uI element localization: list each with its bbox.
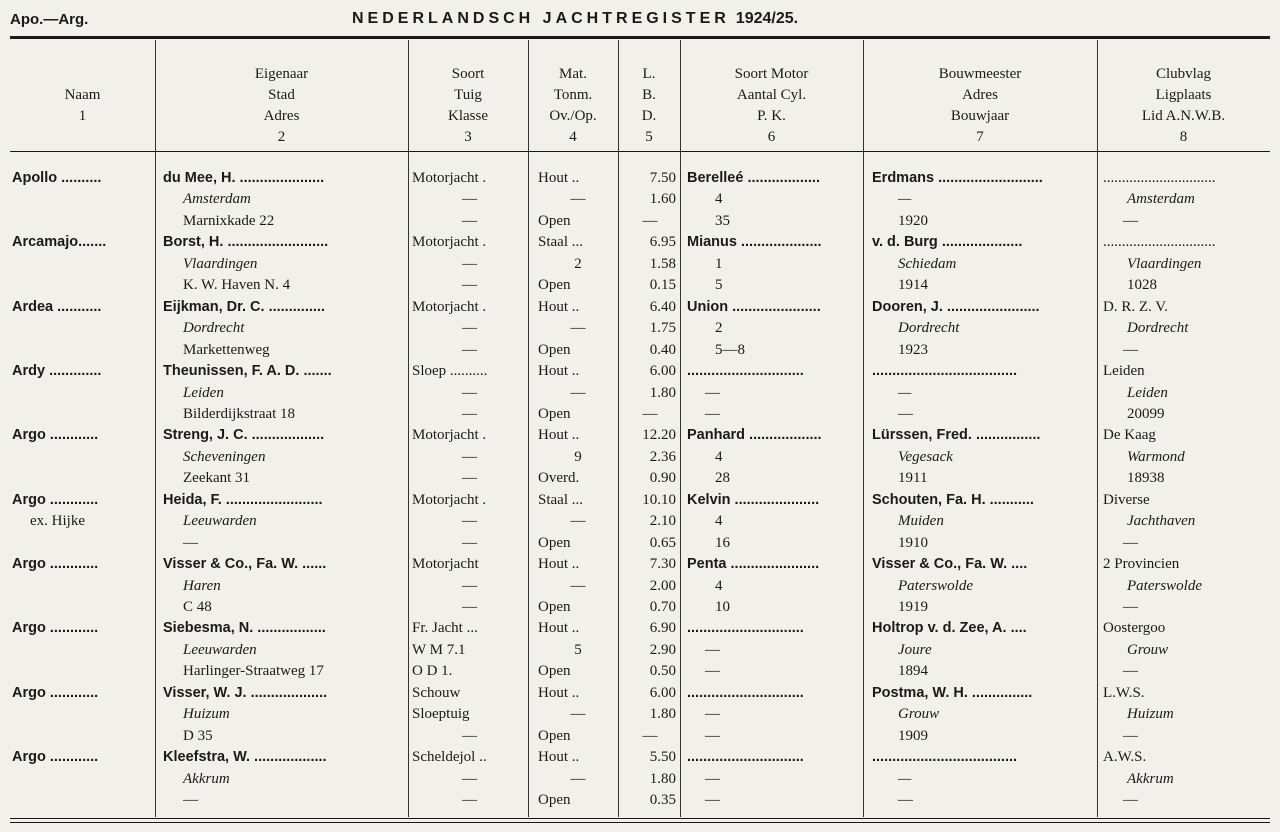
- cell-dims: 1.58: [649, 255, 676, 272]
- cell-tuig: Motorjacht .: [412, 298, 487, 315]
- cell-builder: —: [898, 405, 913, 422]
- cell-mat: Open: [538, 599, 571, 615]
- cell-tuig: —: [462, 727, 477, 744]
- cell-club: ..............................: [1103, 170, 1216, 186]
- cell-dims: 6.95: [649, 234, 676, 251]
- cell-club: —: [1123, 341, 1138, 358]
- cell-tuig: —: [462, 405, 477, 422]
- cell-mat: —: [570, 191, 586, 208]
- cell-owner: —: [183, 792, 198, 809]
- cell-mat: —: [570, 770, 586, 787]
- cell-motor: —: [705, 727, 720, 744]
- cell-owner: Bilderdijkstraat 18: [183, 405, 296, 422]
- cell-mat: 9: [574, 448, 582, 465]
- cell-mat: —: [570, 384, 586, 401]
- cell-owner: Visser & Co., Fa. W. ......: [163, 556, 327, 573]
- cell-mat: Hout ..: [538, 170, 580, 186]
- cell-dims: 5.50: [649, 749, 676, 766]
- cell-club: 2 Provincien: [1103, 556, 1180, 573]
- cell-club: A.W.S.: [1103, 749, 1147, 766]
- cell-dims: 0.35: [649, 792, 676, 809]
- cell-dims: 0.15: [649, 277, 676, 294]
- cell-dims: 0.90: [649, 470, 676, 487]
- cell-club: Leiden: [1103, 363, 1145, 380]
- cell-builder: —: [898, 792, 913, 809]
- column-header-line: Tuig: [454, 87, 482, 103]
- column-header-line: Clubvlag: [1156, 66, 1211, 82]
- column-header-5: [618, 64, 680, 148]
- cell-dims: —: [642, 405, 658, 422]
- column-header-2: [155, 64, 408, 148]
- bottom-rule-double: [10, 822, 1270, 823]
- cell-tuig: —: [462, 255, 477, 272]
- cell-builder: Paterswolde: [898, 577, 973, 594]
- cell-builder: —: [898, 191, 912, 208]
- column-header-6: [680, 64, 863, 148]
- column-header-line: L.: [642, 66, 656, 82]
- cell-club: 1028: [1127, 277, 1157, 294]
- cell-club: Warmond: [1127, 448, 1185, 465]
- cell-builder: 1914: [898, 277, 928, 294]
- cell-motor: 28: [715, 470, 730, 487]
- page-header: [10, 4, 1270, 34]
- cell-dims: 1.80: [649, 384, 676, 401]
- cell-club: Diverse: [1103, 491, 1150, 508]
- cell-club: Leiden: [1127, 384, 1168, 401]
- column-header-line: 3: [464, 129, 472, 145]
- cell-club: —: [1123, 727, 1138, 744]
- cell-mat: Staal ...: [538, 234, 583, 251]
- register-title: NEDERLANDSCH JACHTREGISTER: [352, 10, 730, 27]
- header-rule: [10, 151, 1270, 152]
- cell-motor: —: [705, 706, 720, 723]
- cell-builder: Lürssen, Fred. ................: [872, 427, 1041, 444]
- cell-dims: 2.90: [649, 641, 676, 658]
- cell-mat: Open: [538, 212, 571, 229]
- cell-tuig: —: [462, 513, 477, 530]
- cell-motor: Berelleé ..................: [687, 170, 820, 186]
- cell-motor: Union ......................: [687, 298, 821, 315]
- cell-motor: 4: [715, 191, 723, 208]
- cell-builder: 1910: [898, 534, 928, 551]
- cell-dims: 6.90: [649, 620, 676, 637]
- column-header-line: Bouwjaar: [950, 108, 1010, 124]
- cell-dims: 0.65: [649, 534, 676, 551]
- cell-motor: .............................: [687, 363, 804, 380]
- cell-owner: Markettenweg: [183, 341, 270, 358]
- cell-club: —: [1123, 599, 1138, 615]
- cell-tuig: —: [462, 599, 477, 615]
- column-header-line: Eigenaar: [254, 66, 309, 82]
- cell-mat: —: [570, 706, 586, 723]
- cell-club: Vlaardingen: [1127, 255, 1202, 272]
- cell-tuig: Motorjacht .: [412, 427, 487, 444]
- cell-mat: 2: [574, 255, 582, 272]
- cell-tuig: —: [462, 534, 477, 551]
- cell-mat: Hout ..: [538, 684, 580, 701]
- cell-club: Huizum: [1127, 706, 1174, 723]
- cell-dims: 0.40: [649, 341, 676, 358]
- column-header-line: Lid A.N.W.B.: [1141, 108, 1226, 124]
- cell-name: Arcamajo.......: [12, 234, 107, 251]
- cell-motor: 1: [715, 255, 723, 272]
- cell-tuig: Motorjacht .: [412, 491, 487, 508]
- cell-motor: —: [705, 405, 720, 422]
- cell-tuig: —: [462, 191, 477, 208]
- register-year: 1924/25.: [735, 10, 799, 27]
- cell-dims: 6.00: [649, 363, 676, 380]
- cell-owner: Streng, J. C. ..................: [163, 427, 325, 444]
- cell-tuig: —: [462, 277, 477, 294]
- cell-owner: Leeuwarden: [183, 513, 257, 530]
- cell-builder: 1909: [898, 727, 928, 744]
- cell-motor: —: [705, 384, 720, 401]
- cell-owner: Akkrum: [183, 770, 230, 787]
- column-header-line: Adres: [962, 87, 998, 103]
- cell-tuig: Sloeptuig: [412, 706, 470, 723]
- cell-name: Argo ............: [12, 749, 99, 766]
- cell-tuig: Scheldejol ..: [412, 749, 487, 766]
- cell-motor: 10: [715, 599, 730, 615]
- cell-owner: Huizum: [183, 706, 230, 723]
- cell-mat: Staal ...: [538, 491, 583, 508]
- cell-builder: Holtrop v. d. Zee, A. ....: [872, 620, 1027, 637]
- cell-name: ex. Hijke: [30, 513, 85, 530]
- cell-builder: 1911: [898, 470, 928, 487]
- cell-tuig: Motorjacht .: [412, 170, 487, 186]
- cell-owner: Amsterdam: [183, 191, 251, 208]
- cell-club: 20099: [1127, 405, 1165, 422]
- cell-mat: 5: [574, 641, 582, 658]
- cell-club: —: [1123, 534, 1138, 551]
- cell-name: Argo ............: [12, 556, 99, 573]
- cell-tuig: —: [462, 212, 477, 229]
- cell-dims: 1.75: [649, 320, 676, 337]
- cell-tuig: —: [462, 770, 477, 787]
- cell-tuig: —: [462, 320, 477, 337]
- cell-motor: 35: [715, 212, 730, 229]
- cell-mat: Hout ..: [538, 556, 580, 573]
- cell-club: Jachthaven: [1127, 513, 1196, 530]
- column-header-line: Bouwmeester: [938, 66, 1022, 82]
- cell-tuig: —: [462, 448, 477, 465]
- cell-dims: 2.36: [649, 448, 676, 465]
- cell-mat: Hout ..: [538, 749, 580, 766]
- cell-motor: 16: [715, 534, 730, 551]
- cell-builder: —: [898, 384, 912, 401]
- bottom-rule: [10, 818, 1270, 819]
- cell-mat: Open: [538, 534, 571, 551]
- cell-owner: Eijkman, Dr. C. ..............: [163, 298, 325, 315]
- cell-builder: Postma, W. H. ...............: [872, 684, 1033, 701]
- cell-motor: 5: [715, 277, 723, 294]
- cell-club: L.W.S.: [1103, 684, 1145, 701]
- cell-club: ..............................: [1103, 234, 1216, 251]
- column-header-line: 1: [78, 108, 87, 124]
- cell-mat: —: [570, 577, 586, 594]
- column-divider-2: [408, 40, 409, 817]
- cell-owner: Harlinger-Straatweg 17: [183, 663, 324, 680]
- cell-motor: —: [705, 663, 720, 680]
- column-divider-3: [528, 40, 529, 817]
- cell-name: Argo ............: [12, 491, 99, 508]
- cell-mat: Hout ..: [538, 363, 580, 380]
- cell-owner: Leeuwarden: [183, 641, 257, 658]
- cell-mat: Hout ..: [538, 620, 580, 637]
- cell-tuig: Schouw: [412, 684, 461, 701]
- cell-owner: Siebesma, N. .................: [163, 620, 326, 637]
- cell-owner: du Mee, H. .....................: [163, 170, 325, 186]
- cell-builder: Muiden: [898, 513, 944, 530]
- cell-builder: Joure: [898, 641, 932, 658]
- cell-owner: C 48: [183, 599, 212, 615]
- cell-builder: 1919: [898, 599, 928, 615]
- cell-motor: —: [705, 641, 720, 658]
- cell-motor: 2: [715, 320, 723, 337]
- cell-mat: —: [570, 320, 586, 337]
- cell-owner: Dordrecht: [183, 320, 245, 337]
- cell-motor: .............................: [687, 620, 804, 637]
- cell-mat: Overd.: [538, 470, 580, 487]
- cell-owner: Theunissen, F. A. D. .......: [163, 363, 332, 380]
- cell-motor: Panhard ..................: [687, 427, 822, 444]
- cell-builder: —: [898, 770, 912, 787]
- column-header-line: D.: [641, 108, 657, 124]
- cell-mat: Open: [538, 405, 571, 422]
- cell-dims: 0.50: [649, 663, 676, 680]
- cell-dims: 6.00: [649, 684, 676, 701]
- cell-club: Grouw: [1127, 641, 1169, 658]
- cell-builder: ....................................: [872, 363, 1018, 380]
- cell-club: D. R. Z. V.: [1103, 298, 1168, 315]
- column-header-4: [528, 64, 618, 148]
- cell-tuig: —: [462, 341, 477, 358]
- cell-builder: Visser & Co., Fa. W. ....: [872, 556, 1028, 573]
- cell-tuig: Fr. Jacht ...: [412, 620, 478, 637]
- cell-mat: Open: [538, 727, 571, 744]
- cell-motor: 4: [715, 577, 723, 594]
- cell-club: De Kaag: [1103, 427, 1156, 444]
- column-header-1: [10, 85, 155, 127]
- column-divider-4: [618, 40, 619, 817]
- cell-club: Amsterdam: [1127, 191, 1195, 208]
- top-rule: [10, 36, 1270, 39]
- cell-tuig: O D 1.: [412, 663, 453, 680]
- column-header-line: Stad: [268, 87, 295, 103]
- cell-club: 18938: [1127, 470, 1165, 487]
- column-header-3: [408, 64, 528, 148]
- column-header-line: Naam: [64, 87, 101, 103]
- column-header-line: B.: [642, 87, 656, 103]
- cell-motor: .............................: [687, 684, 804, 701]
- cell-club: Dordrecht: [1127, 320, 1189, 337]
- cell-club: Oostergoo: [1103, 620, 1166, 637]
- cell-tuig: —: [462, 470, 477, 487]
- cell-dims: 6.40: [649, 298, 676, 315]
- cell-motor: .............................: [687, 749, 804, 766]
- cell-owner: Haren: [183, 577, 221, 594]
- column-divider-5: [680, 40, 681, 817]
- cell-club: —: [1123, 663, 1138, 680]
- cell-owner: Vlaardingen: [183, 255, 258, 272]
- column-header-7: [863, 64, 1097, 148]
- cell-mat: Open: [538, 792, 571, 809]
- cell-builder: 1923: [898, 341, 928, 358]
- cell-club: —: [1123, 212, 1138, 229]
- cell-club: —: [1123, 792, 1138, 809]
- cell-dims: —: [642, 727, 658, 744]
- cell-dims: 1.80: [649, 706, 676, 723]
- cell-builder: v. d. Burg ....................: [872, 234, 1023, 251]
- cell-builder: 1894: [898, 663, 928, 680]
- cell-builder: Dordrecht: [898, 320, 960, 337]
- column-header-line: 5: [645, 129, 653, 145]
- cell-mat: Hout ..: [538, 298, 580, 315]
- cell-tuig: Sloep ..........: [412, 363, 488, 380]
- cell-motor: —: [705, 792, 720, 809]
- cell-dims: 12.20: [642, 427, 676, 444]
- column-header-line: 7: [976, 129, 984, 145]
- column-header-line: P. K.: [757, 108, 786, 124]
- column-divider-6: [863, 40, 864, 817]
- cell-name: Ardea ...........: [12, 298, 102, 315]
- cell-dims: 1.60: [649, 191, 676, 208]
- column-divider-7: [1097, 40, 1098, 817]
- page-title: [352, 10, 798, 28]
- cell-club: Akkrum: [1127, 770, 1174, 787]
- column-header-line: 8: [1179, 129, 1188, 145]
- column-header-line: Tonm.: [553, 87, 593, 103]
- cell-tuig: —: [462, 577, 477, 594]
- cell-owner: Marnixkade 22: [183, 212, 275, 229]
- cell-builder: Schouten, Fa. H. ...........: [872, 491, 1034, 508]
- cell-motor: 4: [715, 513, 723, 530]
- column-header-line: Soort Motor: [734, 66, 809, 82]
- column-header-line: 4: [569, 129, 577, 145]
- column-header-line: Klasse: [448, 108, 488, 124]
- column-header-line: Ligplaats: [1155, 87, 1212, 103]
- cell-owner: Heida, F. ........................: [163, 491, 323, 508]
- cell-motor: 5—8: [715, 341, 745, 358]
- page-range: Apo.—Arg.: [10, 11, 89, 28]
- column-header-line: Adres: [263, 108, 300, 124]
- cell-tuig: —: [462, 384, 477, 401]
- cell-name: Argo ............: [12, 620, 99, 637]
- cell-owner: Borst, H. .........................: [163, 234, 329, 251]
- cell-dims: 0.70: [649, 599, 676, 615]
- cell-tuig: W M 7.1: [412, 641, 466, 658]
- cell-builder: Schiedam: [898, 255, 957, 272]
- cell-owner: Zeekant 31: [183, 470, 251, 487]
- cell-builder: Vegesack: [898, 448, 953, 465]
- cell-motor: Kelvin .....................: [687, 491, 820, 508]
- cell-dims: 2.10: [649, 513, 676, 530]
- cell-dims: 7.50: [649, 170, 676, 186]
- column-divider-1: [155, 40, 156, 817]
- cell-mat: Open: [538, 277, 571, 294]
- column-header-line: 6: [767, 129, 776, 145]
- cell-tuig: Motorjacht: [412, 556, 479, 573]
- column-header-line: Soort: [451, 66, 485, 82]
- cell-club: Paterswolde: [1127, 577, 1202, 594]
- cell-mat: Open: [538, 341, 571, 358]
- column-header-line: 2: [277, 129, 286, 145]
- cell-builder: ....................................: [872, 749, 1018, 766]
- cell-name: Ardy .............: [12, 363, 102, 380]
- cell-builder: Grouw: [898, 706, 940, 723]
- cell-motor: Mianus ....................: [687, 234, 822, 251]
- column-header-line: Ov./Op.: [549, 108, 597, 124]
- cell-builder: Erdmans ..........................: [872, 170, 1043, 186]
- cell-builder: Dooren, J. .......................: [872, 298, 1040, 315]
- cell-name: Argo ............: [12, 427, 99, 444]
- cell-dims: 10.10: [642, 491, 676, 508]
- cell-mat: Open: [538, 663, 571, 680]
- cell-tuig: —: [462, 792, 477, 809]
- cell-owner: D 35: [183, 727, 213, 744]
- cell-builder: 1920: [898, 212, 928, 229]
- cell-motor: Penta ......................: [687, 556, 820, 573]
- cell-dims: 2.00: [649, 577, 676, 594]
- cell-tuig: Motorjacht .: [412, 234, 487, 251]
- cell-motor: —: [705, 770, 720, 787]
- cell-motor: 4: [715, 448, 723, 465]
- cell-owner: —: [183, 534, 198, 551]
- cell-mat: Hout ..: [538, 427, 580, 444]
- cell-dims: —: [642, 212, 658, 229]
- cell-owner: Leiden: [183, 384, 224, 401]
- column-header-8: [1097, 64, 1270, 148]
- cell-dims: 1.80: [649, 770, 676, 787]
- cell-name: Argo ............: [12, 684, 99, 701]
- cell-name: Apollo ..........: [12, 170, 102, 186]
- cell-owner: Visser, W. J. ...................: [163, 684, 328, 701]
- column-header-line: Mat.: [559, 66, 587, 82]
- column-header-line: Aantal Cyl.: [736, 87, 807, 103]
- cell-owner: K. W. Haven N. 4: [183, 277, 291, 294]
- cell-dims: 7.30: [649, 556, 676, 573]
- cell-owner: Kleefstra, W. ..................: [163, 749, 327, 766]
- cell-mat: —: [570, 513, 586, 530]
- cell-owner: Scheveningen: [183, 448, 266, 465]
